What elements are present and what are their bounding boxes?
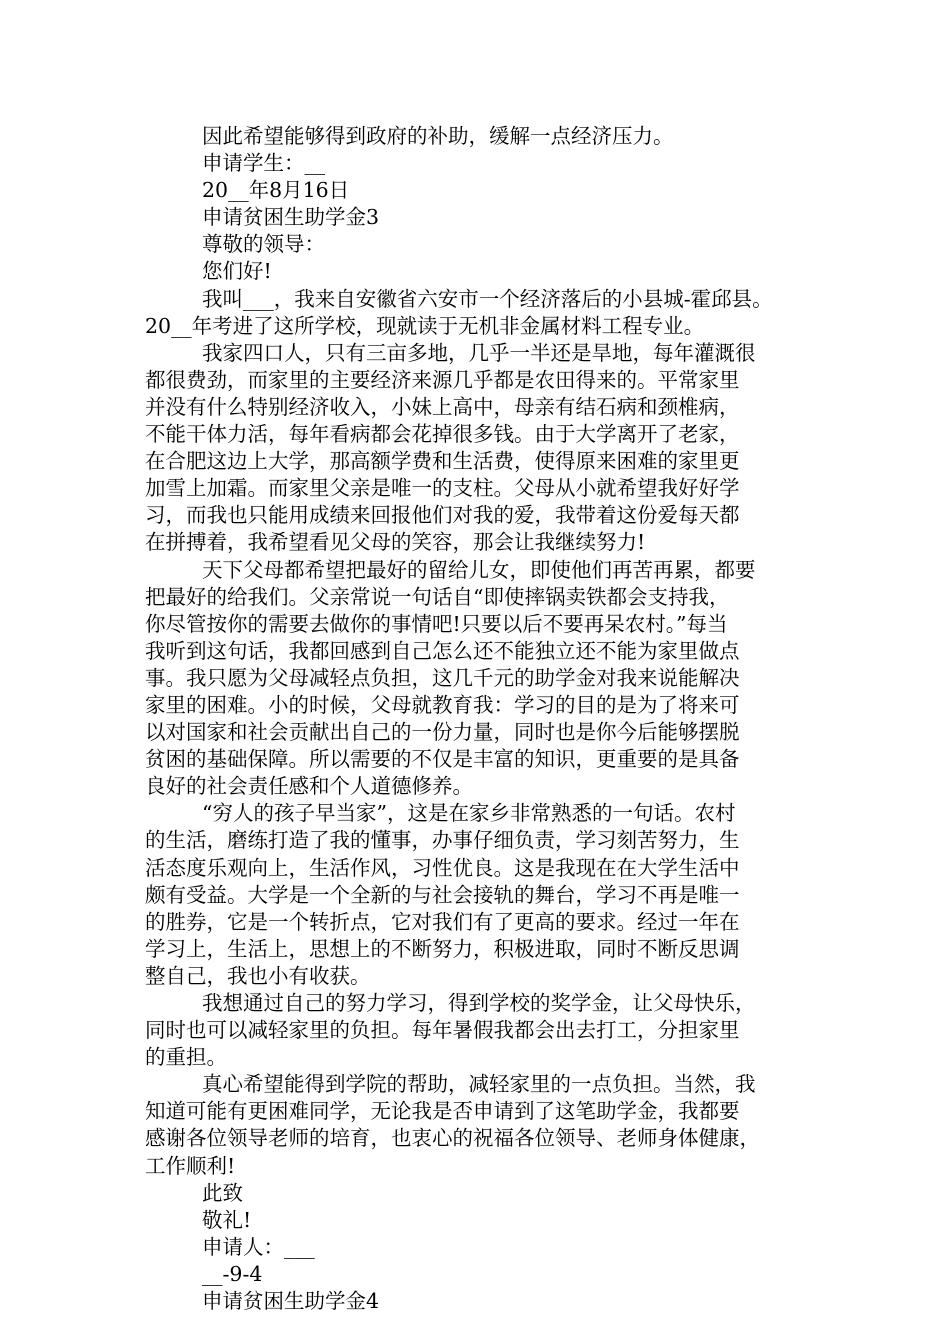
text-line: 我家四口人，只有三亩多地，几乎一半还是旱地，每年灌溉很 <box>202 340 756 365</box>
text-line: 不能干体力活，每年看病都会花掉很多钱。由于大学离开了老家， <box>145 422 740 447</box>
text-line: 整自己，我也小有收获。 <box>145 963 371 988</box>
text-line: 在拼搏着，我希望看见父母的笑容，那会让我继续努力! <box>145 530 646 555</box>
text-line: 20__年考进了这所学校，现就读于无机非金属材料工程专业。 <box>145 313 705 338</box>
text-line: 习，而我也只能用成绩来回报他们对我的爱，我带着这份爱每天都 <box>145 503 740 528</box>
text-line: 此致 <box>202 1180 243 1205</box>
text-line: 我叫___，我来自安徽省六安市一个经济落后的小县城-霍邱县。 <box>202 286 773 311</box>
text-line: 家里的困难。小的时候，父母就教育我：学习的目的是为了将来可 <box>145 692 740 717</box>
text-line: 感谢各位领导老师的培育，也衷心的祝福各位领导、老师身体健康， <box>145 1126 760 1151</box>
text-line: 20__年8月16日 <box>202 178 350 203</box>
text-line: 我想通过自己的努力学习，得到学校的奖学金，让父母快乐， <box>202 991 756 1015</box>
text-line: 尊敬的领导： <box>202 232 325 257</box>
text-line: 申请贫困生助学金3 <box>202 205 380 230</box>
text-line: “穷人的孩子早当家”，这是在家乡非常熟悉的一句话。农村 <box>202 801 736 826</box>
text-line: 的重担。 <box>145 1045 227 1070</box>
text-line: 同时也可以减轻家里的负担。每年暑假我都会出去打工，分担家里 <box>145 1018 740 1043</box>
text-line: 事。我只愿为父母减轻点负担，这几千元的助学金对我来说能解决 <box>145 665 740 690</box>
text-line: 申请人：___ <box>202 1234 315 1259</box>
text-line: 知道可能有更困难同学，无论我是否申请到了这笔助学金，我都要 <box>145 1099 740 1124</box>
text-line: __-9-4 <box>202 1261 263 1286</box>
text-line: 真心希望能得到学院的帮助，减轻家里的一点负担。当然，我 <box>202 1072 756 1097</box>
text-line: 你尽管按你的需要去做你的事情吧!只要以后不要再呆农村。”每当 <box>145 611 728 636</box>
text-line: 学习上，生活上，思想上的不断努力，积极进取，同时不断反思调 <box>145 936 740 961</box>
text-line: 并没有什么特别经济收入，小妹上高中，母亲有结石病和颈椎病， <box>145 394 740 419</box>
text-line: 因此希望能够得到政府的补助，缓解一点经济压力。 <box>202 124 674 148</box>
text-line: 贫困的基础保障。所以需要的不仅是丰富的知识，更重要的是具备 <box>145 747 740 772</box>
text-line: 加雪上加霜。而家里父亲是唯一的支柱。父母从小就希望我好好学 <box>145 476 740 501</box>
text-line: 的胜券，它是一个转折点，它对我们有了更高的要求。经过一年在 <box>145 909 740 934</box>
text-line: 颇有受益。大学是一个全新的与社会接轨的舞台，学习不再是唯一 <box>145 882 740 907</box>
text-line: 在合肥这边上大学，那高额学费和生活费，使得原来困难的家里更 <box>145 449 740 474</box>
text-line: 以对国家和社会贡献出自己的一份力量，同时也是你今后能够摆脱 <box>145 720 740 745</box>
text-line: 活态度乐观向上，生活作风，习性优良。这是我现在在大学生活中 <box>145 855 740 880</box>
text-line: 申请学生：__ <box>202 151 325 176</box>
text-line: 都很费劲，而家里的主要经济来源几乎都是农田得来的。平常家里 <box>145 367 740 392</box>
text-line: 申请贫困生助学金4 <box>202 1289 380 1314</box>
text-line: 工作顺利! <box>145 1153 236 1178</box>
text-line: 敬礼! <box>202 1207 252 1232</box>
text-line: 良好的社会责任感和个人道德修养。 <box>145 774 473 799</box>
document-body <box>145 123 835 1315</box>
text-line: 的生活，磨练打造了我的懂事，办事仔细负责，学习刻苦努力，生 <box>145 828 740 853</box>
text-line: 把最好的给我们。父亲常说一句话自“即使摔锅卖铁都会支持我， <box>145 584 730 609</box>
text-line: 天下父母都希望把最好的留给儿女，即使他们再苦再累，都要 <box>202 557 756 582</box>
text-line: 您们好! <box>202 259 272 284</box>
text-line: 我听到这句话，我都回感到自己怎么还不能独立还不能为家里做点 <box>145 638 740 663</box>
